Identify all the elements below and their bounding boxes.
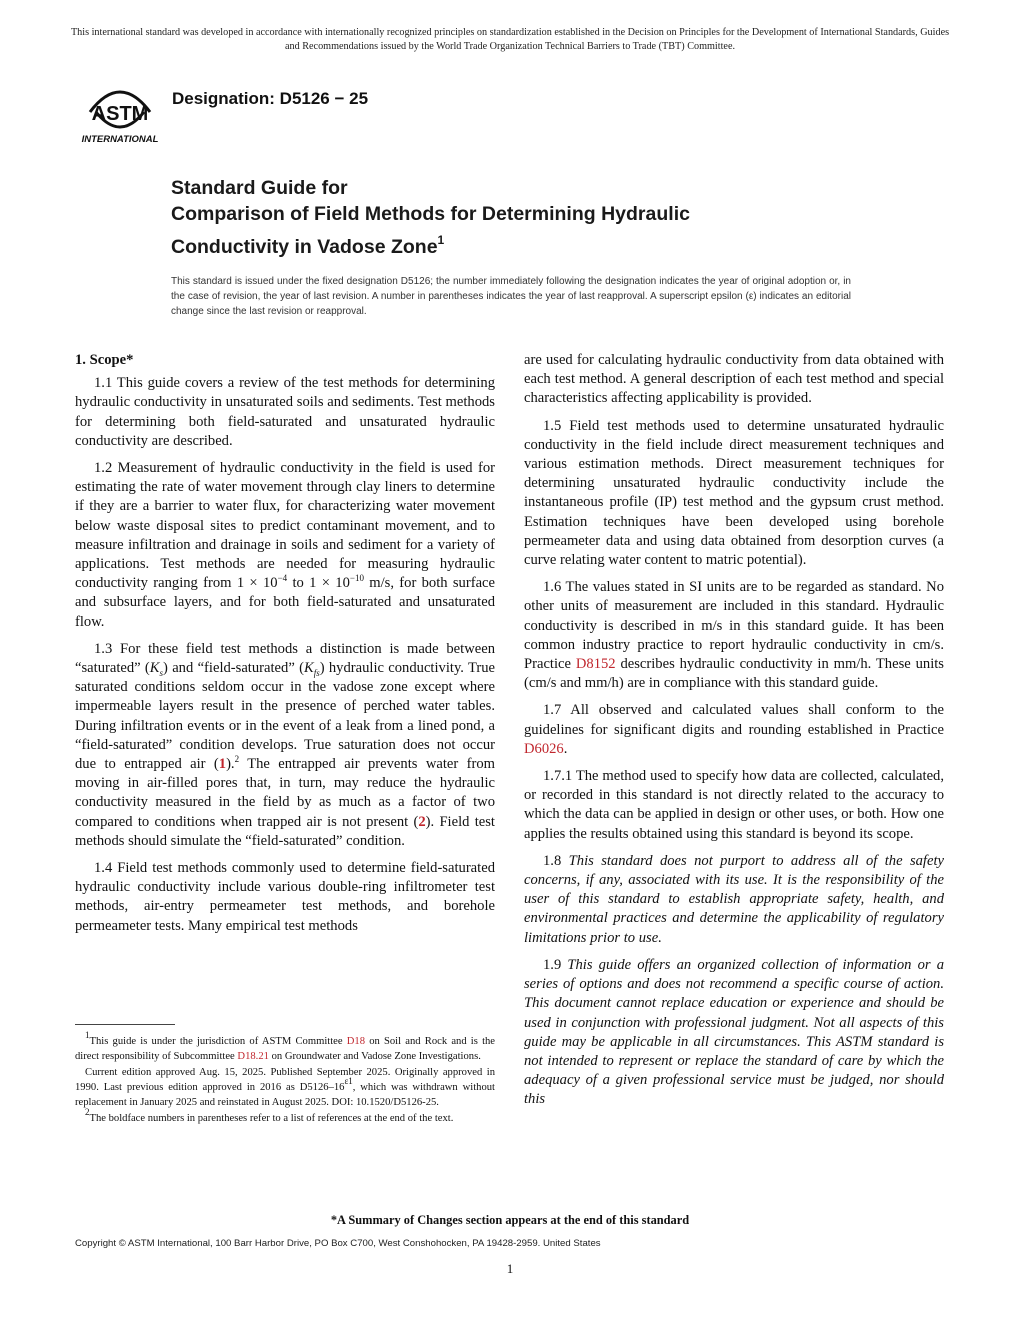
footnote-divider (75, 1024, 175, 1025)
left-column (75, 351, 495, 944)
page-number: 1 (506, 1261, 514, 1276)
paragraph-1-2 (75, 459, 495, 632)
reference-link-2[interactable]: 2 (418, 813, 426, 830)
p1-7-text-b: . (563, 740, 568, 757)
p1-2-text-b: to 1 × 10 (287, 575, 350, 592)
astm-logo-icon (74, 76, 166, 146)
section-heading-scope: 1. Scope* (75, 352, 134, 368)
right-column (524, 351, 944, 1118)
fn1-text-c: on Groundwater and Vadose Zone Investigations. (268, 1051, 481, 1062)
footnote-2 (75, 1107, 495, 1126)
p1-3-text-b: ) and “field-saturated” ( (163, 660, 304, 677)
symbol-subscript: s (159, 667, 164, 678)
header-notice: This international standard was developed in accordance with internationally recognized principles on standardization established in the Decision on Principles for the Development of International Standards, Guides and Recommendations issued by the World Trade Organization Technical Barriers to Trade (TBT) Committee. (70, 27, 950, 52)
footnote-2-mark: 2 (85, 1107, 90, 1117)
p1-3-text-e: The entrapped air prevents water from moving in air-filled pores that, in turn, may reduce the hydraulic conductivity measured in the field by as much as a factor of two compared to conditions when trapped air is not present ( (75, 756, 495, 830)
reference-link-1[interactable]: 1 (218, 756, 227, 773)
footnote-1-edition (75, 1065, 495, 1110)
paragraph-1-9 (524, 956, 944, 1110)
copyright-line: Copyright © ASTM International, 100 Barr Harbor Drive, PO Box C700, West Conshohocken, PA 19428-2959. United States (75, 1238, 601, 1249)
p1-8-number: 1.8 (543, 852, 569, 869)
p1-3-text-f: ). Field test methods should simulate the “field-saturated” condition. (75, 813, 495, 849)
fn1-edition-text-a: Current edition approved Aug. 15, 2025. Published September 2025. Originally approved in 1990. Last previous edition approved in 2016 as D5126–16 (75, 1067, 495, 1093)
footnotes (75, 1030, 496, 1127)
issue-note: This standard is issued under the fixed designation D5126; the number immediately following the designation indicates the year of original adoption or, in the case of revision, the year of last revision. A number in parentheses indicates the year of last reapproval. A superscript epsilon (ε) indicates an editorial change since the last revision or reapproval. (171, 276, 851, 317)
symbol-ks: K (149, 660, 160, 677)
paragraph-1-4: 1.4 Field test methods commonly used to determine field-saturated hydraulic conductivity include various double-ring infiltrometer test methods, air-entry permeameter test methods, and borehole permeameter tests. Many empirical test methods (75, 860, 495, 934)
p1-9-number: 1.9 (543, 956, 568, 973)
standard-link-d6026[interactable]: D6026 (524, 740, 564, 757)
paragraph-1-1: 1.1 This guide covers a review of the test methods for determining hydraulic conductivity in unsaturated soils and sediments. Test methods for determining both field-saturated and unsaturated hydraulic conductivity are described. (75, 375, 495, 449)
symbol-subscript: fs (313, 667, 320, 678)
title-line-1: Standard Guide for (171, 177, 348, 199)
symbol-kfs: K (303, 660, 314, 677)
p1-3-text-a: 1.3 For these field test methods a distinction is made between “saturated” ( (75, 640, 495, 677)
paragraph-1-8 (524, 852, 944, 948)
logo-letters: ASTM (91, 103, 149, 125)
paragraph-1-7-1: 1.7.1 The method used to specify how data are collected, calculated, or recorded in this standard is not directly related to the accuracy to which the data can be applied in design or other uses, or both. How one applies the results obtained using this standard is beyond its scope. (524, 768, 944, 842)
p1-2-text-c: m/s, for both surface and subsurface layers, and for both field-saturated and unsaturated flow. (75, 575, 496, 630)
paragraph-1-7 (524, 701, 944, 759)
p1-3-text-c: ) hydraulic conductivity. True saturated conditions seldom occur in the vadose zone except where impermeable layers result in the presence of perched water tables. During infiltration events or in the event of a leak from a lined pond, a “field-saturated” condition develops. True saturation does not occur due to entrapped air ( (75, 660, 496, 773)
fn1-text-b: on Soil and Rock and is the direct responsibility of Subcommittee (75, 1036, 496, 1062)
epsilon-mark: ε1 (344, 1076, 353, 1086)
title-line-2: Comparison of Field Methods for Determining Hydraulic (171, 203, 690, 225)
paragraph-1-5: 1.5 Field test methods used to determine unsaturated hydraulic conductivity in the field include direct measurement techniques and various estimation methods. Direct measurement techniques for determining unsaturated hydraulic conductivity include the instantaneous profile (IP) test method and the gypsum crust method. Estimation techniques have been developed using borehole permeameter data and using data obtained from desorption curves (a curve relating water content to matric potential). (524, 417, 944, 569)
paragraph-1-4-continued: are used for calculating hydraulic conductivity from data obtained with each test method. A general description of each test method and special characteristics affecting applicability is provided. (524, 352, 944, 407)
paragraph-1-6 (524, 578, 944, 693)
paragraph-1-3 (75, 640, 495, 851)
logo-wordmark: INTERNATIONAL (81, 134, 159, 145)
standard-link-d8152[interactable]: D8152 (575, 656, 616, 673)
summary-of-changes-note: *A Summary of Changes section appears at the end of this standard (330, 1213, 690, 1227)
committee-link-d18[interactable]: D18 (346, 1036, 366, 1047)
p1-3-text-d: ). (226, 756, 235, 773)
p1-7-text-a: 1.7 All observed and calculated values shall conform to the guidelines for significant digits and rounding established in Practice (524, 702, 944, 738)
document-title (171, 175, 931, 260)
p1-9-text: This guide offers an organized collection of information or a series of options and does not recommend a specific course of action. This document cannot replace education or experience and should be used in conjunction with professional judgment. Not all aspects of this guide may be applicable in all circumstances. This ASTM standard is not intended to represent or replace the standard of care by which the adequacy of a given professional service must be judged, nor should this (524, 956, 944, 1108)
p1-6-text-a: 1.6 The values stated in SI units are to be regarded as standard. No other units of measurement are included in this standard. Hydraulic conductivity is described in m/s in this standard guide. It has been common industry practice to report hydraulic conductivity in cm/s. Practice (524, 579, 944, 673)
footnote-mark-2: 2 (234, 754, 240, 765)
fn1-text-a: This guide is under the jurisdiction of ASTM Committee (89, 1036, 347, 1047)
title-line-3-text: Conductivity in Vadose Zone (171, 236, 438, 258)
exponent: −4 (277, 573, 288, 584)
footnote-1-mark: 1 (85, 1030, 90, 1040)
title-line-3 (171, 227, 931, 260)
title-footnote-mark: 1 (437, 233, 445, 247)
fn1-edition-text-b: , which was withdrawn without replacement in January 2025 and reinstated in August 2025. DOI: 10.1520/D5126-25. (75, 1082, 495, 1108)
p1-6-text-b: describes hydraulic conductivity in mm/h. These units (cm/s and mm/h) are in compliance with this standard guide. (524, 656, 944, 692)
p1-2-text-a: 1.2 Measurement of hydraulic conductivity in the field is used for estimating the rate of water movement through clay liners to determine if they are a barrier to water flux, for characterizing water movement below waste disposal sites to predict contaminant movement, and to measure infiltration and drainage in soils and sediment for a variety of applications. Test methods are needed for measuring hydraulic conductivity ranging from 1 × 10 (75, 460, 495, 592)
subcommittee-link-d18-21[interactable]: D18.21 (237, 1051, 269, 1062)
exponent: −10 (349, 573, 364, 584)
p1-8-text: This standard does not purport to address all of the safety concerns, if any, associated with its use. It is the responsibility of the user of this standard to establish appropriate safety, health, and environmental practices and determine the applicability of regulatory limitations prior to use. (524, 852, 944, 946)
astm-international-logo (74, 76, 166, 146)
designation: Designation: D5126 − 25 (172, 89, 369, 108)
footnote-1 (75, 1030, 496, 1064)
fn2-text: The boldface numbers in parentheses refer to a list of references at the end of the text. (89, 1113, 454, 1124)
